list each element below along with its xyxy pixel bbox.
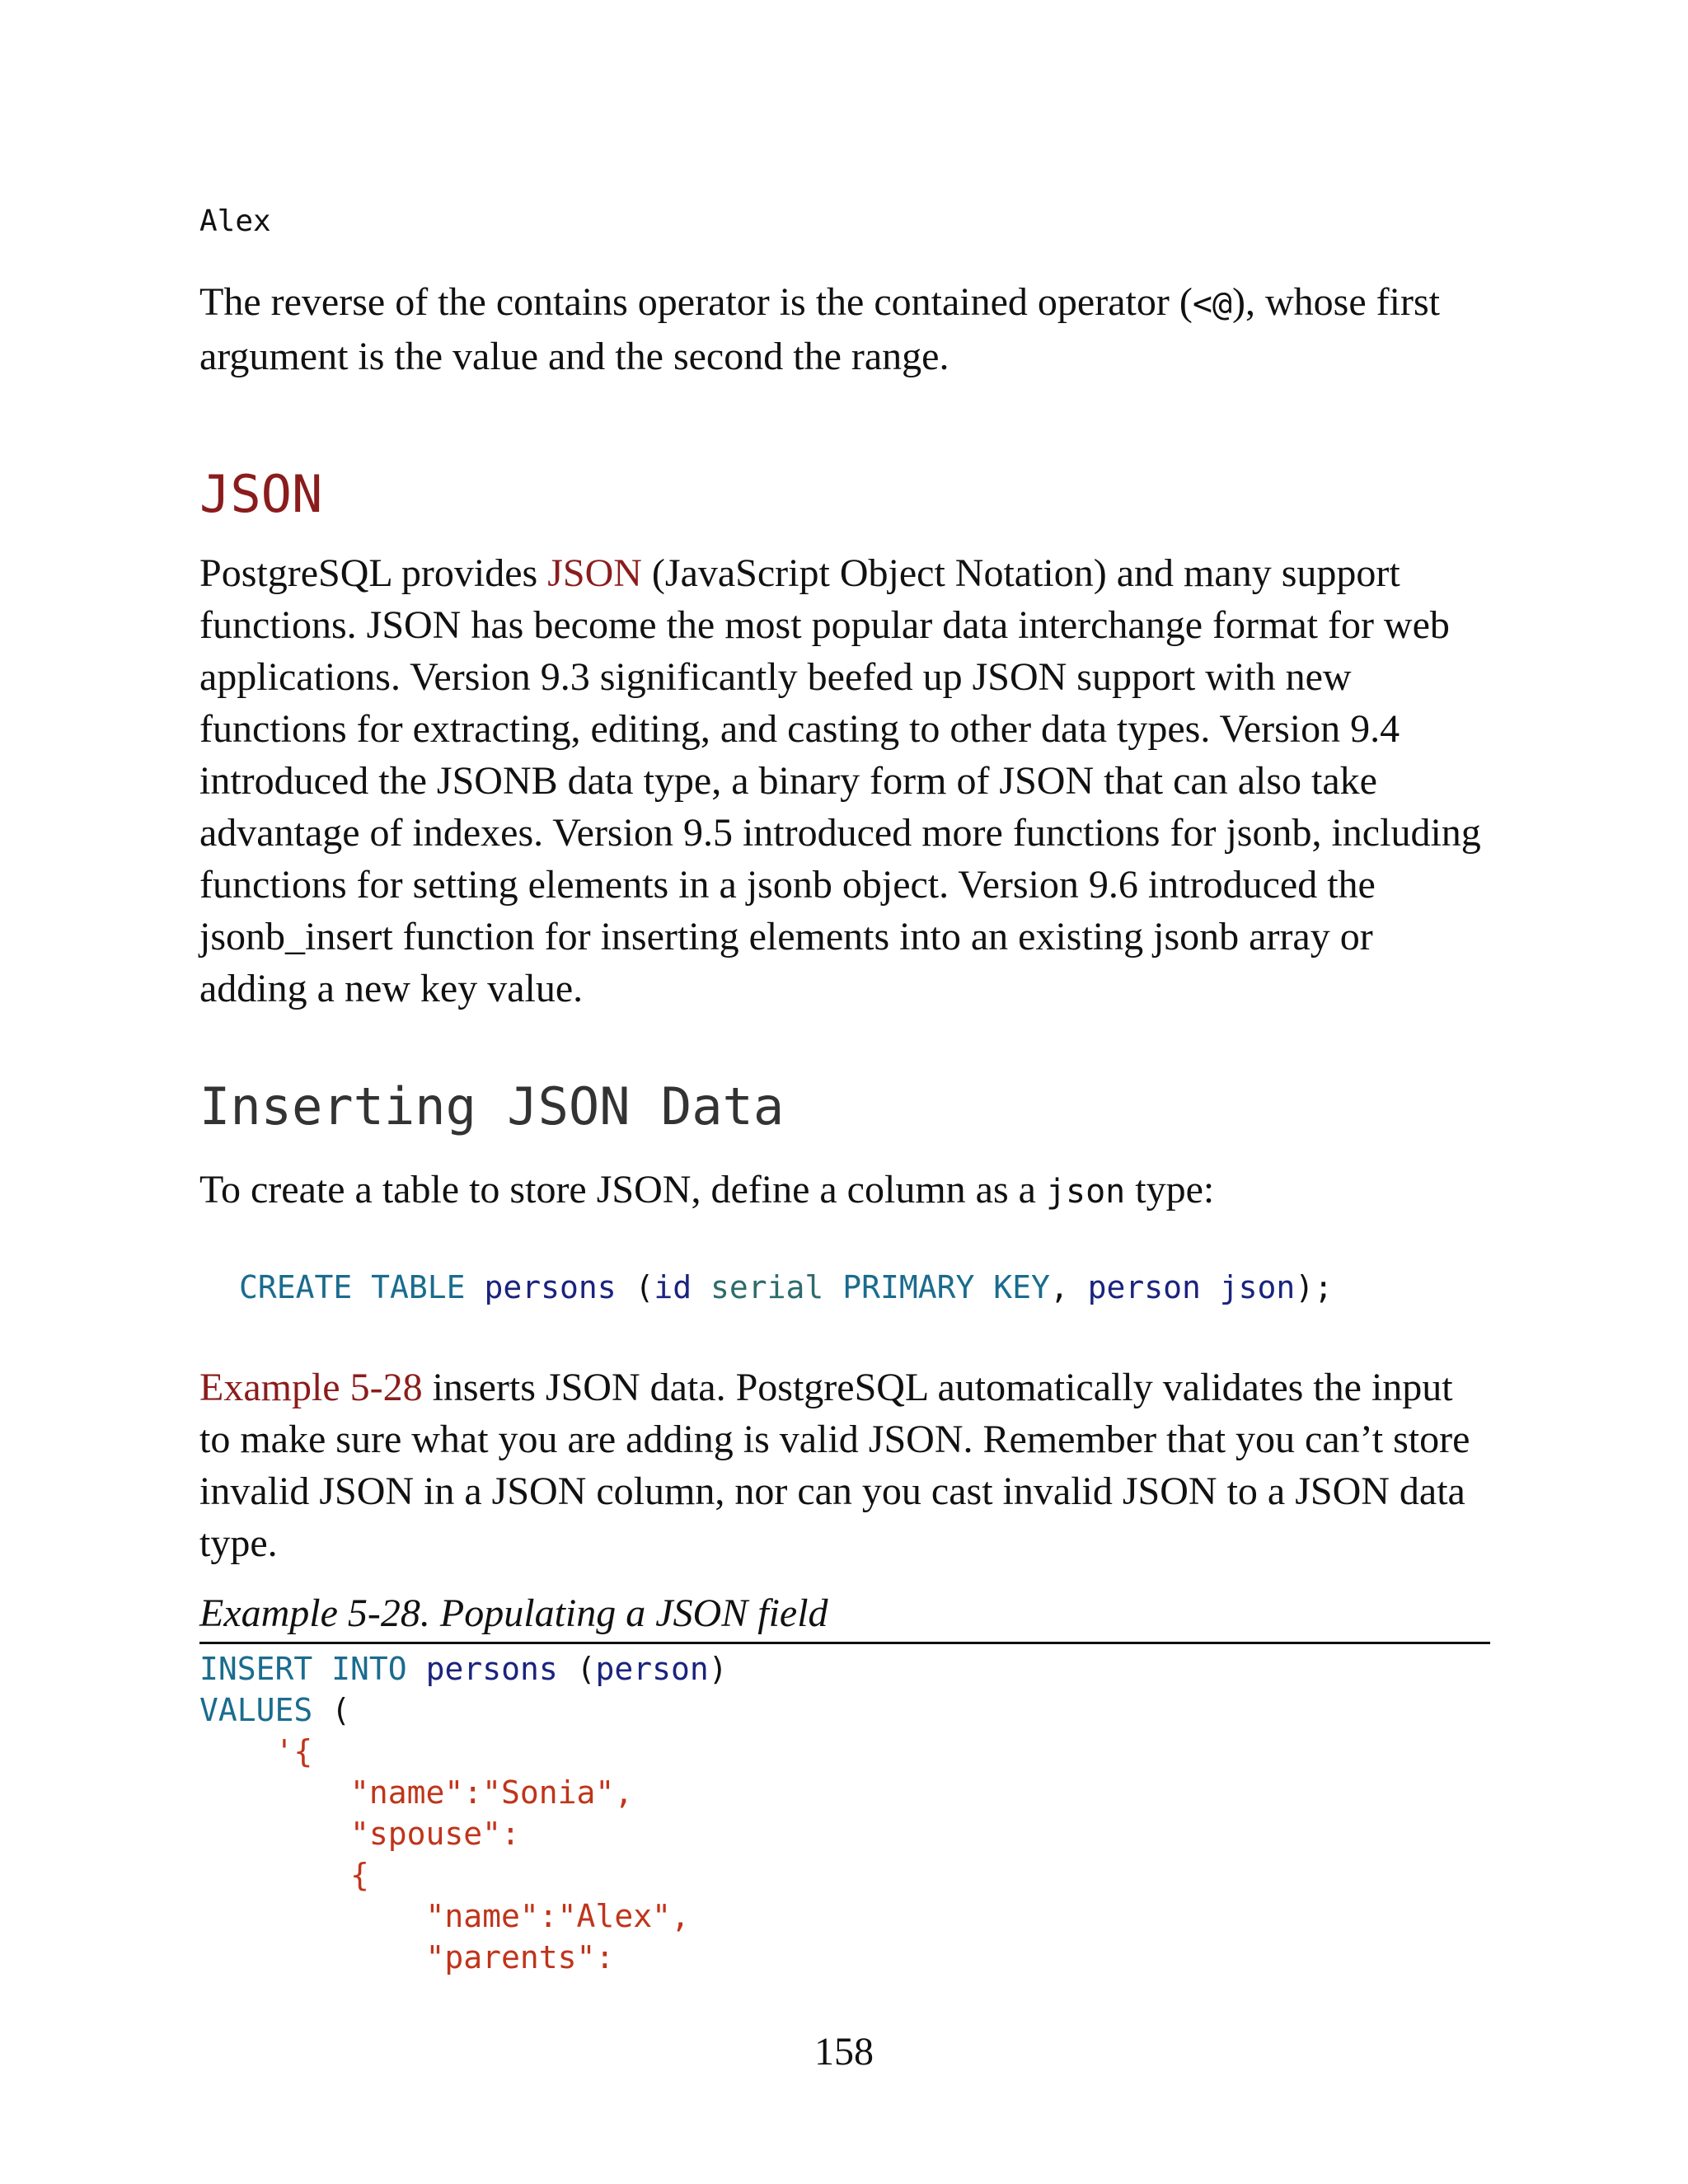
code-insert-example: INSERT INTO persons (person) VALUES ( '{ "name":"Sonia", "spouse": { "name":"Alex", "parents":: [199, 1651, 728, 1975]
section-heading-json: JSON: [199, 464, 323, 524]
paragraph-text: (JavaScript Object Notation) and many support functions. JSON has become the most popular data interchange format for web applications. Version 9.3 significantly beefed up JSON support with new functions for extracting, editing, and casting to other data types. Version 9.4 introduced the JSONB data type, a binary form of JSON that can also take advantage of indexes. Version 9.5 introduced more functions for jsonb, including functions for setting elements in a jsonb object. Version 9.6 introduced the jsonb_insert function for inserting elements into an existing jsonb array or adding a new key value.: [199, 551, 1481, 1010]
paragraph-example-intro: [199, 1361, 1490, 1569]
paragraph-contained-operator: [199, 276, 1490, 382]
subsection-heading-inserting-json: Inserting JSON Data: [199, 1076, 785, 1137]
query-output: Alex: [199, 204, 271, 238]
paragraph-text: To create a table to store JSON, define a column as a: [199, 1168, 1046, 1212]
example-caption: Example 5-28. Populating a JSON field: [199, 1591, 1490, 1644]
page-number: 158: [814, 2030, 874, 2074]
example-link[interactable]: Example 5-28: [199, 1366, 423, 1409]
code-create-table: CREATE TABLE persons (id serial PRIMARY KEY, person json);: [239, 1269, 1334, 1305]
paragraph-text: type:: [1125, 1168, 1215, 1212]
inline-code-operator: <@: [1192, 285, 1232, 323]
paragraph-text: inserts JSON data. PostgreSQL automatically validates the input to make sure what you are adding is valid JSON. Remember that you can’t store invalid JSON in a JSON column, nor can you cast invalid JSON to a JSON data type.: [199, 1366, 1470, 1565]
paragraph-text: The reverse of the contains operator is the contained operator (: [199, 280, 1193, 324]
inline-code-json: json: [1045, 1173, 1126, 1211]
paragraph-text: ), whose first argument is the value and the second the range.: [199, 280, 1440, 378]
paragraph-text: PostgreSQL provides: [199, 551, 548, 595]
paragraph-json-intro: [199, 547, 1490, 1015]
json-link[interactable]: JSON: [547, 551, 642, 595]
paragraph-create-table: [199, 1164, 1490, 1218]
